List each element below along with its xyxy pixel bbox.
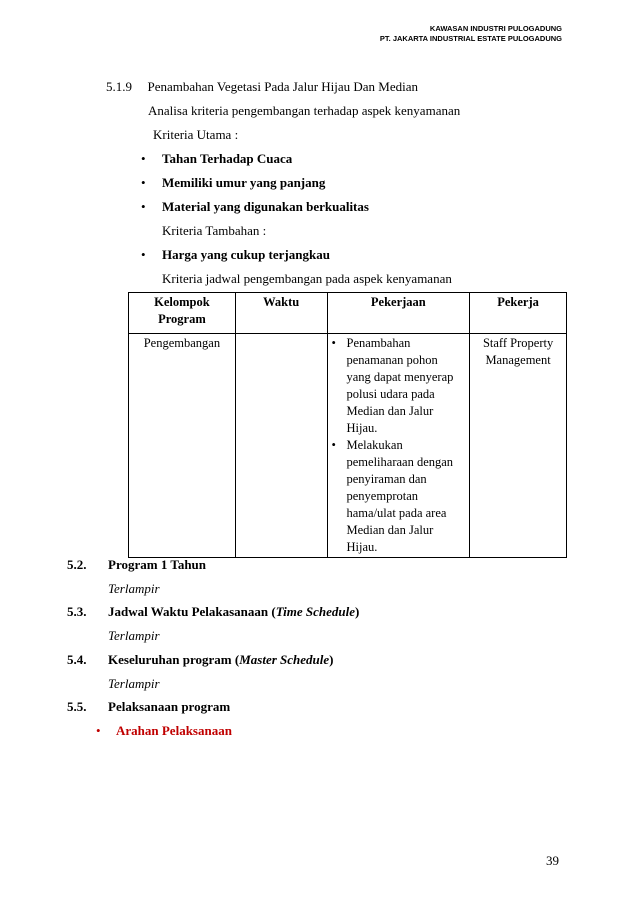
analysis-text: Analisa kriteria pengembangan terhadap aspek kenyamanan (148, 103, 461, 118)
cell-time (235, 334, 327, 558)
section-note: Terlampir (108, 676, 160, 691)
section-number: 5.1.9 (106, 79, 132, 94)
schedule-label: Kriteria jadwal pengembangan pada aspek kenyamanan (162, 271, 452, 286)
main-criteria-label: Kriteria Utama : (153, 127, 239, 142)
bullet-icon: • (141, 247, 146, 262)
section-number: 5.5. (67, 699, 87, 714)
bullet-icon: • (141, 199, 146, 214)
bullet-icon: • (141, 151, 146, 166)
section-title: Pelaksanaan program (108, 699, 231, 714)
cell-worker: Staff Property Management (470, 334, 567, 558)
bullet-icon: • (141, 175, 146, 190)
section-title: Jadwal Waktu Pelakasanaan (Time Schedule) (108, 604, 360, 619)
section-title: Penambahan Vegetasi Pada Jalur Hijau Dan Median (147, 79, 419, 94)
task-item: • Penambahan penamanan pohon yang dapat menyerap polusi udara pada Median dan Jalur Hijau. (332, 335, 466, 437)
table-header-row (129, 293, 567, 334)
header-company (380, 24, 562, 44)
table-row (129, 334, 567, 558)
section-note: Terlampir (108, 628, 160, 643)
header-line-2: PT. JAKARTA INDUSTRIAL ESTATE PULOGADUNG (379, 34, 562, 43)
col-header-time: Waktu (235, 293, 327, 334)
col-header-group: Kelompok Program (129, 293, 236, 334)
cell-group: Pengembangan (129, 334, 236, 558)
main-criteria-item: Tahan Terhadap Cuaca (162, 151, 293, 166)
section-number: 5.4. (67, 652, 87, 667)
schedule-table (128, 292, 567, 558)
extra-criteria-item: Harga yang cukup terjangkau (162, 247, 330, 262)
section-number: 5.3. (67, 604, 87, 619)
section-title: Keseluruhan program (Master Schedule) (108, 652, 334, 667)
cell-tasks (327, 334, 470, 558)
bullet-icon: • (96, 723, 101, 738)
col-header-worker: Pekerja (470, 293, 567, 334)
section-519-heading (106, 79, 418, 95)
main-criteria-item: Memiliki umur yang panjang (162, 175, 326, 190)
main-criteria-item: Material yang digunakan berkualitas (162, 199, 369, 214)
header-line-1: KAWASAN INDUSTRI PULOGADUNG (429, 24, 562, 33)
section-title: Program 1 Tahun (108, 557, 207, 572)
section-number: 5.2. (67, 557, 87, 572)
task-item: • Melakukan pemeliharaan dengan penyiraman dan penyemprotan hama/ulat pada area Median dan Jalur Hijau. (332, 437, 466, 556)
section-note: Terlampir (108, 581, 160, 596)
red-bullet-item: Arahan Pelaksanaan (116, 723, 232, 738)
page-number: 39 (546, 853, 559, 868)
extra-criteria-label: Kriteria Tambahan : (162, 223, 267, 238)
col-header-task: Pekerjaan (327, 293, 470, 334)
